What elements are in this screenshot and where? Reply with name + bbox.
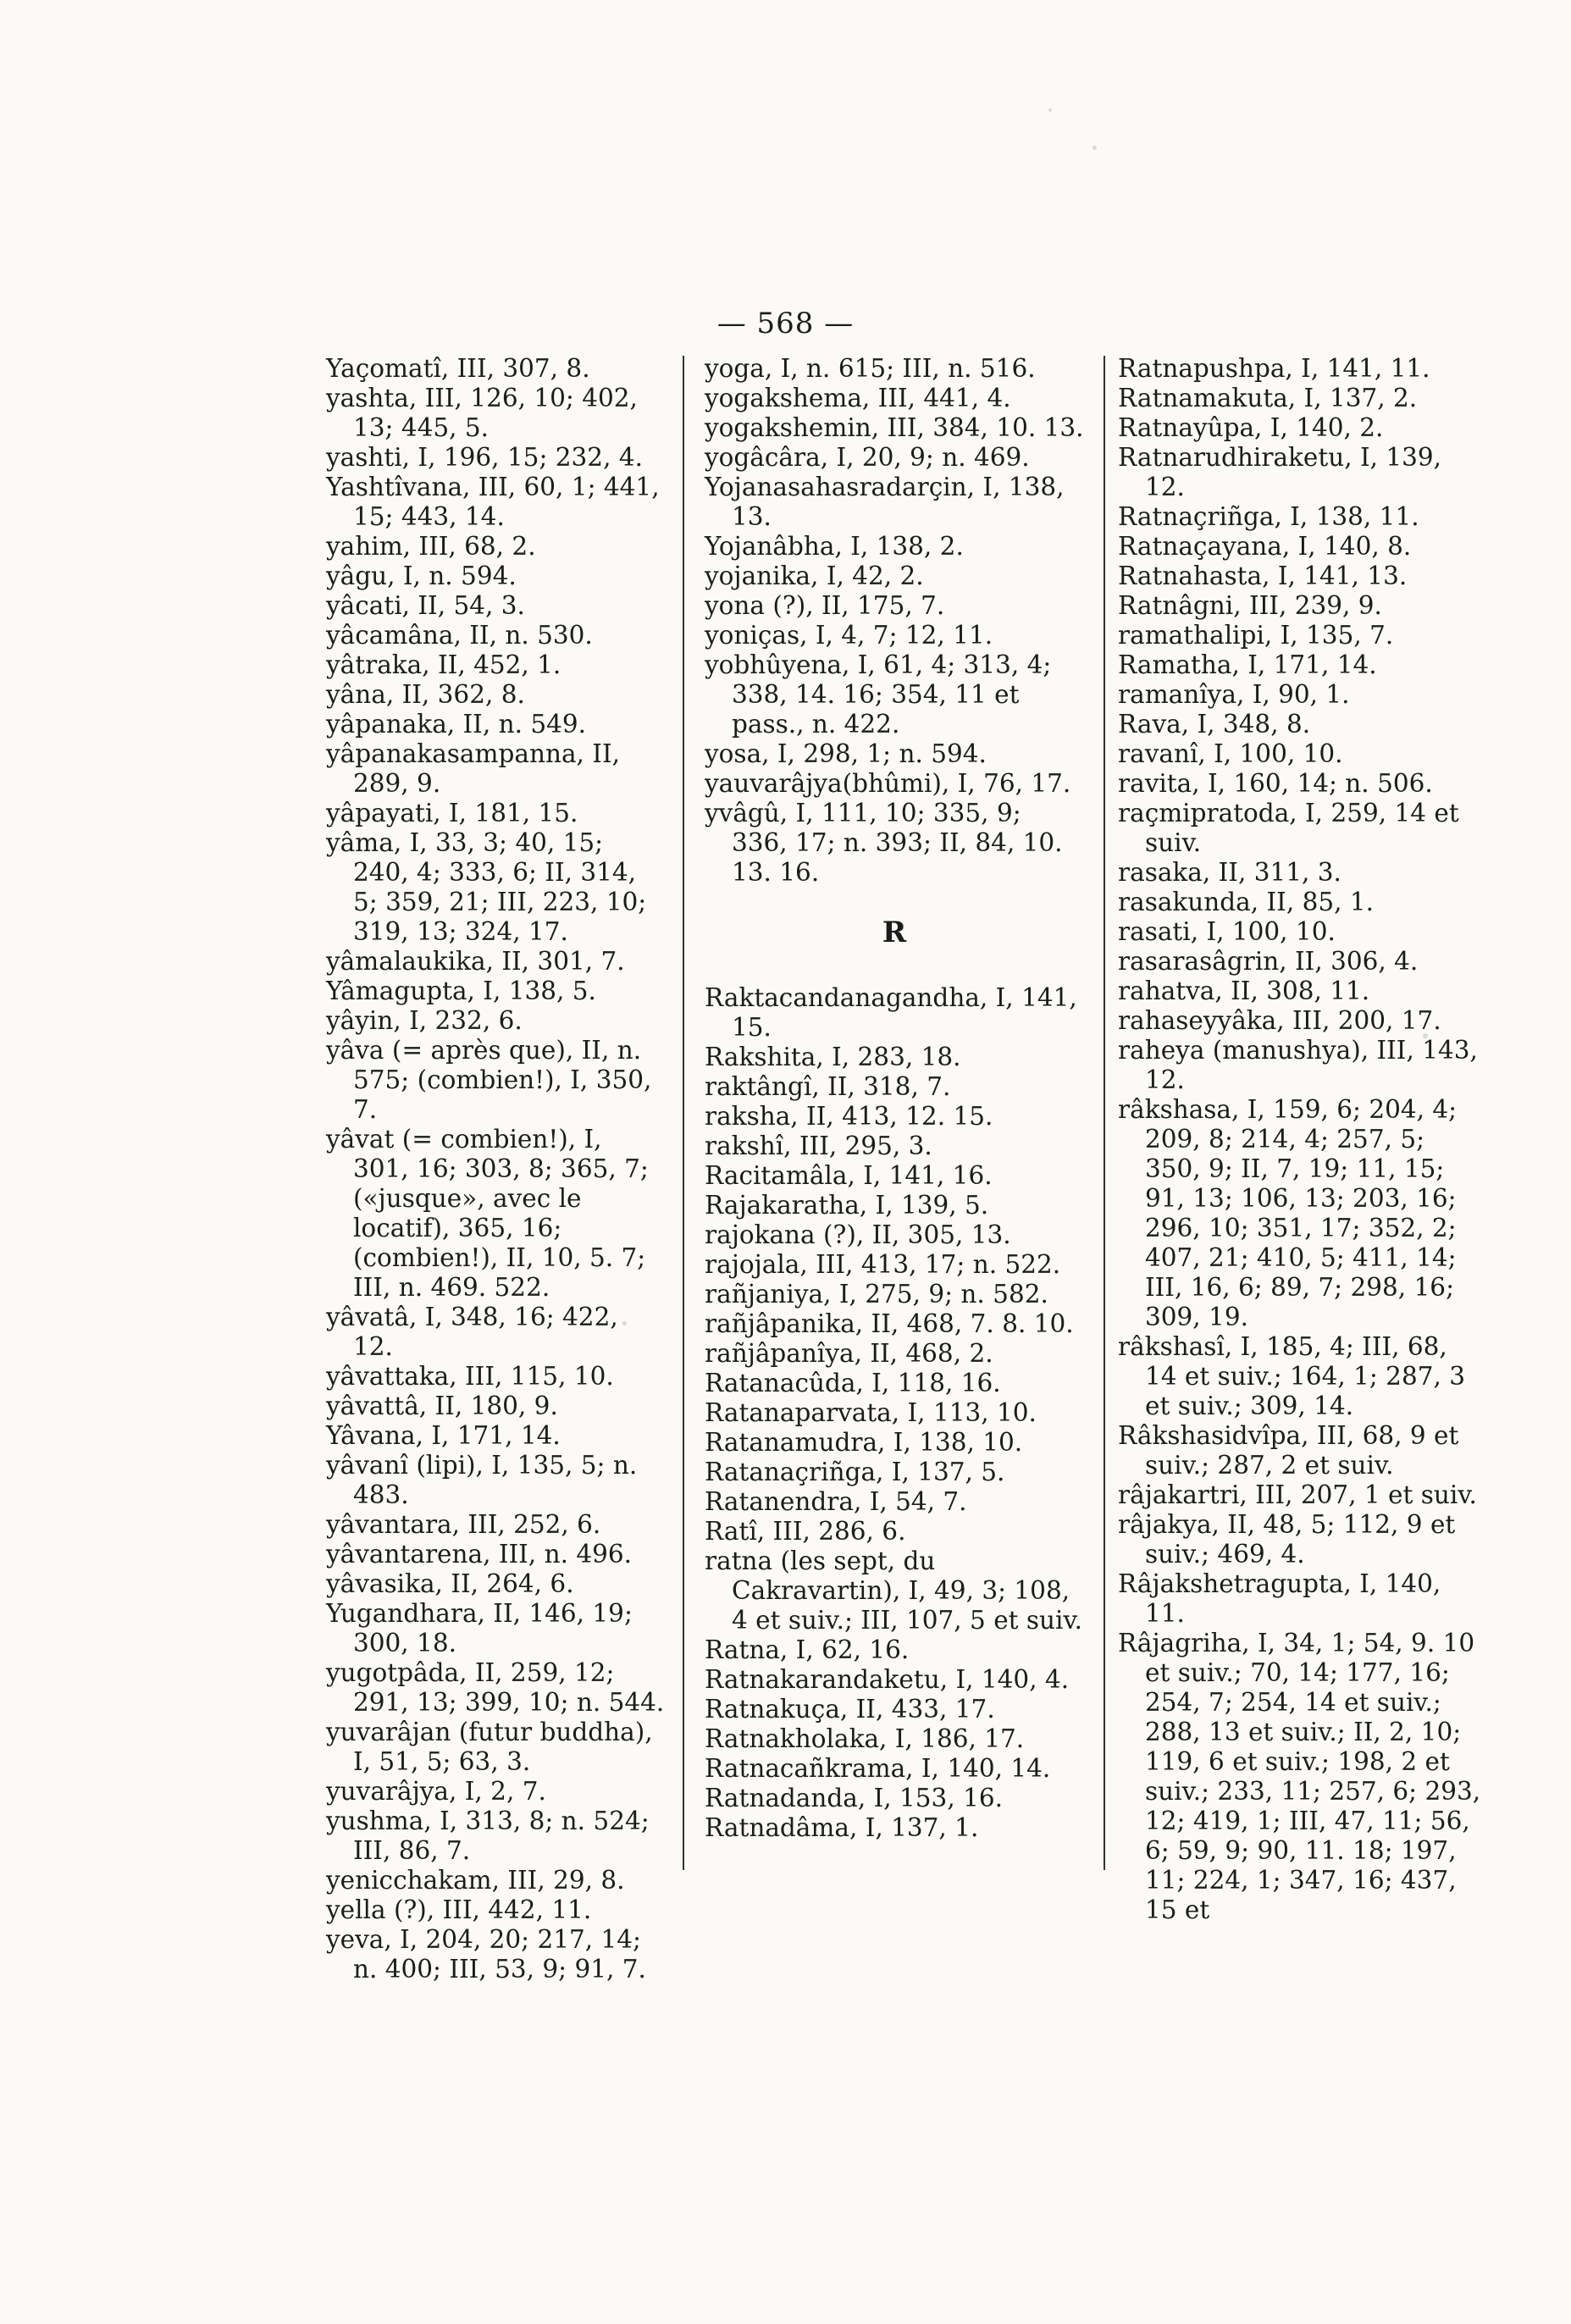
index-entry: ramanîya, I, 90, 1. [1118,680,1350,709]
index-entry: raksha, II, 413, 12. 15. [705,1102,993,1131]
index-entry: yoniças, I, 4, 7; 12, 11. [705,621,993,650]
index-entry: ravita, I, 160, 14; n. 506. [1118,769,1433,798]
section-letter-heading: R [882,916,907,949]
index-entry: ratna (les sept, du Cakravartin), I, 49, 3; 108, 4 et suiv.; III, 107, 5 et suiv. [705,1547,1082,1635]
index-entry: Râkshasidvîpa, III, 68, 9 et suiv.; 287, 2 et suiv. [1118,1421,1459,1480]
scan-speck [1048,108,1052,112]
index-entry: yoga, I, n. 615; III, n. 516. [705,354,1036,383]
index-entry: Ratnâgni, III, 239, 9. [1118,591,1382,620]
index-entry: ramathalipi, I, 135, 7. [1118,621,1394,650]
index-entry: yella (?), III, 442, 11. [326,1895,592,1924]
index-section-r [705,983,1084,1843]
index-entry: yâna, II, 362, 8. [326,680,525,709]
index-entry: Rajakaratha, I, 139, 5. [705,1191,989,1220]
index-entry: yâpayati, I, 181, 15. [326,799,578,827]
index-entry: Ratnacañkrama, I, 140, 14. [705,1754,1051,1783]
index-entry: yâva (= après que), II, n. 575; (combien!), I, 350, 7. [326,1036,652,1124]
index-entry: Yugandhara, II, 146, 19; 300, 18. [326,1599,633,1657]
index-entry: rañjâpanîya, II, 468, 2. [705,1339,993,1368]
index-entry: Ratnapushpa, I, 141, 11. [1118,354,1430,383]
index-entry: Ratanamudra, I, 138, 10. [705,1428,1023,1457]
index-entry: yogakshema, III, 441, 4. [705,384,1011,412]
index-entry: yâtraka, II, 452, 1. [326,650,561,679]
index-entry: Yâmagupta, I, 138, 5. [326,977,596,1005]
index-entry: Rakshita, I, 283, 18. [705,1043,961,1071]
index-entry: Ramatha, I, 171, 14. [1118,650,1377,679]
index-entry: yâvasika, II, 264, 6. [326,1569,574,1598]
index-entry: rasarasâgrin, II, 306, 4. [1118,947,1419,976]
index-entry: Raktacandanagandha, I, 141, 15. [705,983,1077,1042]
index-entry: Ratnadanda, I, 153, 16. [705,1784,1003,1812]
index-entry: yashti, I, 196, 15; 232, 4. [326,443,643,472]
index-entry: yâvantarena, III, n. 496. [326,1540,633,1569]
index-entry: Râjagriha, I, 34, 1; 54, 9. 10 et suiv.; 70, 14; 177, 16; 254, 7; 254, 14 et suiv.; 288, 13 et suiv.; II, 2, 10; 119, 6 et suiv.; 198, 2 et suiv.; 233, 11; 257, 6; 293, 12; 419, 1; III, 47, 11; 56, 6; 59, 9; 90, 11. 18; 197, 11; 224, 1; 347, 16; 437, 15 et [1118,1629,1481,1924]
index-entry: yâyin, I, 232, 6. [326,1006,523,1035]
index-entry: Yojanâbha, I, 138, 2. [705,532,964,561]
index-entry: Ratnamakuta, I, 137, 2. [1118,384,1418,412]
index-entry: Yaçomatî, III, 307, 8. [326,354,590,383]
index-entry: râjakartri, III, 207, 1 et suiv. [1118,1480,1477,1509]
index-entry: râkshasa, I, 159, 6; 204, 4; 209, 8; 214, 4; 257, 5; 350, 9; II, 7, 19; 11, 15; 91, 13; 106, 13; 203, 16; 296, 10; 351, 17; 352, 2; 407, 21; 410, 5; 411, 14; III, 16, 6; 89, 7; 298, 16; 309, 19. [1118,1095,1458,1331]
index-entry: yauvarâjya(bhûmi), I, 76, 17. [705,769,1071,798]
index-entry: yâvantara, III, 252, 6. [326,1510,601,1539]
index-entry: Ratanaçriñga, I, 137, 5. [705,1458,1005,1486]
index-entry: rasakunda, II, 85, 1. [1118,888,1375,916]
index-entry: Ratanaparvata, I, 113, 10. [705,1398,1037,1427]
index-column-right [1118,354,1482,1925]
index-entry: Yojanasahasradarçin, I, 138, 13. [705,473,1065,531]
index-entry: yuvarâjya, I, 2, 7. [326,1777,546,1806]
index-entry: yogakshemin, III, 384, 10. 13. [705,413,1084,442]
index-entry: rajokana (?), II, 305, 13. [705,1220,1011,1249]
index-entry: Ratnayûpa, I, 140, 2. [1118,413,1384,442]
page-number: — 568 — [716,307,855,340]
index-entry: yâvattaka, III, 115, 10. [326,1362,614,1391]
index-entry: yâcamâna, II, n. 530. [326,621,593,650]
column-divider [683,356,684,1870]
index-entry: Ratanendra, I, 54, 7. [705,1487,967,1516]
column-divider [1104,356,1105,1870]
index-entry: râjakya, II, 48, 5; 112, 9 et suiv.; 469, 4. [1118,1510,1456,1569]
index-entry: Ratna, I, 62, 16. [705,1635,910,1664]
index-entry: Râjakshetragupta, I, 140, 11. [1118,1569,1441,1628]
index-entry: Yâvana, I, 171, 14. [326,1421,561,1450]
index-entry: rahatva, II, 308, 11. [1118,977,1370,1005]
index-entry: yâcati, II, 54, 3. [326,591,525,620]
index-entry: yosa, I, 298, 1; n. 594. [705,739,987,768]
index-entry: yâpanaka, II, n. 549. [326,710,587,739]
index-entry: Ratnahasta, I, 141, 13. [1118,562,1408,590]
index-entry: Rava, I, 348, 8. [1118,710,1311,739]
scan-speck [1093,146,1097,150]
index-entry: yâmalaukika, II, 301, 7. [326,947,625,976]
index-entry: Ratnakarandaketu, I, 140, 4. [705,1665,1070,1694]
index-column-middle [705,354,1084,1843]
index-entry: Ratnaçriñga, I, 138, 11. [1118,502,1419,531]
index-entry: yuvarâjan (futur buddha), I, 51, 5; 63, 3. [326,1718,653,1776]
index-entry: Ratnakholaka, I, 186, 17. [705,1724,1025,1753]
index-entry: rakshî, III, 295, 3. [705,1132,932,1160]
index-entry: rañjâpanika, II, 468, 7. 8. 10. [705,1309,1074,1338]
index-entry: rañjaniya, I, 275, 9; n. 582. [705,1280,1048,1309]
index-column-left [326,354,665,1984]
index-entry: yâvat (= combien!), I, 301, 16; 303, 8; 365, 7; («jusque», avec le locatif), 365, 16; (combien!), II, 10, 5. 7; III, n. 469. 522. [326,1125,649,1302]
index-entry: yahim, III, 68, 2. [326,532,536,561]
scan-speck [622,1321,627,1325]
index-section-y-continued [705,354,1084,888]
scan-speck [1423,1033,1428,1038]
index-entry: yojanika, I, 42, 2. [705,562,924,590]
index-entry: yogâcâra, I, 20, 9; n. 469. [705,443,1030,472]
index-entry: yenicchakam, III, 29, 8. [326,1866,625,1895]
index-entry: raktângî, II, 318, 7. [705,1072,951,1101]
index-entry: yashta, III, 126, 10; 402, 13; 445, 5. [326,384,638,442]
index-entry: Yashtîvana, III, 60, 1; 441, 15; 443, 14. [326,473,660,531]
index-entry: yvâgû, I, 111, 10; 335, 9; 336, 17; n. 393; II, 84, 10. 13. 16. [705,799,1063,887]
index-entry: rajojala, III, 413, 17; n. 522. [705,1250,1061,1279]
index-entry: yâpanakasampanna, II, 289, 9. [326,739,620,798]
index-entry: Racitamâla, I, 141, 16. [705,1161,993,1190]
index-entry: Ratî, III, 286, 6. [705,1517,906,1546]
index-entry: râkshasî, I, 185, 4; III, 68, 14 et suiv.; 164, 1; 287, 3 et suiv.; 309, 14. [1118,1332,1466,1420]
index-entry: ravanî, I, 100, 10. [1118,739,1343,768]
index-entry: rahaseyyâka, III, 200, 17. [1118,1006,1441,1035]
index-entry: yâvatâ, I, 348, 16; 422, 12. [326,1303,618,1361]
index-entry: yâvattâ, II, 180, 9. [326,1392,558,1420]
index-entry: yushma, I, 313, 8; n. 524; III, 86, 7. [326,1807,650,1865]
index-entry: Ratanacûda, I, 118, 16. [705,1369,1001,1397]
index-entry: yugotpâda, II, 259, 12; 291, 13; 399, 10; n. 544. [326,1658,665,1717]
index-entry: Ratnakuça, II, 433, 17. [705,1695,995,1724]
index-entry: rasati, I, 100, 10. [1118,917,1336,946]
index-entry: Ratnarudhiraketu, I, 139, 12. [1118,443,1442,501]
index-entry: yâgu, I, n. 594. [326,562,517,590]
index-entry: yobhûyena, I, 61, 4; 313, 4; 338, 14. 16; 354, 11 et pass., n. 422. [705,650,1052,739]
index-entry: Ratnaçayana, I, 140, 8. [1118,532,1412,561]
index-entry: raçmipratoda, I, 259, 14 et suiv. [1118,799,1459,857]
index-entry: rasaka, II, 311, 3. [1118,858,1341,887]
index-entry: yâvanî (lipi), I, 135, 5; n. 483. [326,1451,638,1509]
index-entry: Ratnadâma, I, 137, 1. [705,1813,979,1842]
index-entry: yeva, I, 204, 20; 217, 14; n. 400; III, 53, 9; 91, 7. [326,1925,646,1984]
index-entry: yâma, I, 33, 3; 40, 15; 240, 4; 333, 6; II, 314, 5; 359, 21; III, 223, 10; 319, 13; 324, 17. [326,828,647,946]
index-entry: raheya (manushya), III, 143, 12. [1118,1036,1478,1094]
index-entry: yona (?), II, 175, 7. [705,591,945,620]
